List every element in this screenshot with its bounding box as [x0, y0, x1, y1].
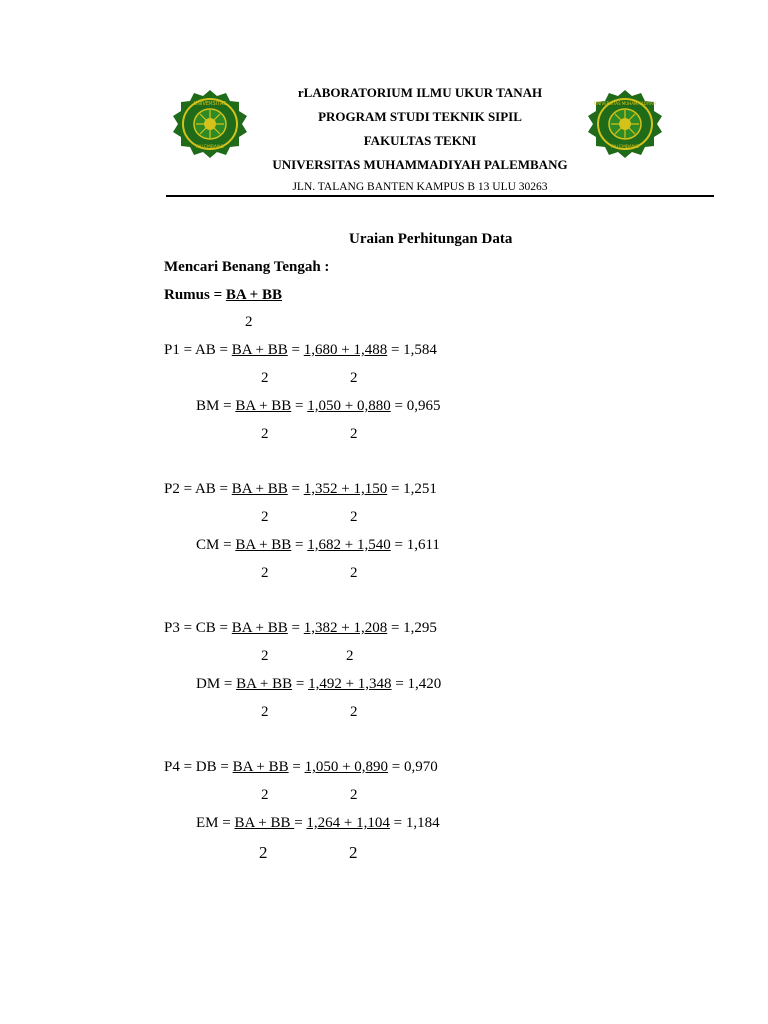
calc-row — [164, 342, 437, 359]
row-equals: = — [288, 759, 305, 775]
row-values: 1,680 + 1,488 — [303, 342, 388, 358]
row-denominator: 2 — [349, 843, 358, 862]
header-lab-name: rLABORATORIUM ILMU UKUR TANAH — [297, 85, 543, 100]
row-formula: BA + BB — [234, 815, 295, 831]
row-equals: = — [294, 815, 307, 831]
row-values: 1,050 + 0,890 — [304, 759, 389, 775]
row-equals: = — [287, 481, 304, 497]
row-label: P1 = AB = — [164, 342, 232, 358]
row-result: = 0,970 — [388, 759, 438, 775]
formula-prefix: Rumus = — [164, 287, 226, 303]
header-university: UNIVERSITAS MUHAMMADIYAH PALEMBANG — [272, 157, 568, 172]
row-equals: = — [287, 620, 304, 636]
row-formula: BA + BB — [236, 676, 293, 692]
row-label: P3 = CB = — [164, 620, 232, 636]
svg-text:PALEMBANG: PALEMBANG — [196, 145, 224, 150]
row-denominator: 2 — [261, 565, 269, 581]
row-result: = 0,965 — [390, 398, 441, 414]
row-denominator: 2 — [350, 370, 358, 386]
row-result: = 1,584 — [387, 342, 437, 358]
calc-row — [164, 481, 437, 498]
row-result: = 1,184 — [389, 815, 440, 831]
row-label: EM = — [196, 815, 235, 831]
row-denominator: 2 — [350, 426, 358, 442]
row-equals: = — [292, 676, 309, 692]
row-denominator: 2 — [350, 565, 358, 581]
row-formula: BA + BB — [235, 537, 292, 553]
row-equals: = — [291, 537, 308, 553]
row-denominator: 2 — [350, 704, 358, 720]
row-formula: BA + BB — [235, 398, 292, 414]
section-heading: Mencari Benang Tengah : — [164, 259, 330, 275]
row-denominator: 2 — [350, 787, 358, 803]
row-denominator: 2 — [261, 704, 269, 720]
row-denominator: 2 — [261, 648, 269, 664]
row-denominator: 2 — [261, 509, 269, 525]
row-formula: BA + BB — [232, 759, 289, 775]
row-label: CM = — [196, 537, 236, 553]
row-values: 1,264 + 1,104 — [306, 815, 390, 831]
row-formula: BA + BB — [231, 620, 288, 636]
svg-text:UNIVERSITAS: UNIVERSITAS — [193, 101, 227, 107]
formula-denominator: 2 — [245, 314, 253, 330]
row-values: 1,352 + 1,150 — [303, 481, 388, 497]
calc-row — [196, 676, 441, 693]
calc-row — [164, 620, 437, 637]
row-result: = 1,420 — [391, 676, 442, 692]
row-denominator: 2 — [350, 509, 358, 525]
svg-text:PALEMBANG: PALEMBANG — [611, 145, 639, 150]
row-values: 1,682 + 1,540 — [307, 537, 391, 553]
row-values: 1,050 + 0,880 — [307, 398, 391, 414]
row-formula: BA + BB — [231, 342, 288, 358]
row-label: P2 = AB = — [164, 481, 232, 497]
formula-line — [164, 287, 282, 304]
calc-row — [196, 537, 440, 554]
calc-row — [196, 398, 440, 415]
calc-row — [164, 759, 438, 776]
svg-text:UNIVERSITAS MUHAMMADIYAH: UNIVERSITAS MUHAMMADIYAH — [594, 101, 656, 106]
row-result: = 1,611 — [390, 537, 440, 553]
row-denominator: 2 — [261, 370, 269, 386]
row-values: 1,382 + 1,208 — [303, 620, 388, 636]
formula-numerator: BA + BB — [225, 287, 282, 303]
row-denominator: 2 — [261, 787, 269, 803]
row-result: = 1,251 — [387, 481, 437, 497]
page-title: Uraian Perhitungan Data — [349, 231, 513, 247]
header-faculty: FAKULTAS TEKNI — [363, 133, 477, 148]
header-program: PROGRAM STUDI TEKNIK SIPIL — [318, 109, 522, 124]
row-denominator: 2 — [346, 648, 354, 664]
header-divider — [166, 195, 714, 197]
row-values: 1,492 + 1,348 — [308, 676, 392, 692]
row-result: = 1,295 — [387, 620, 437, 636]
row-equals: = — [291, 398, 308, 414]
row-denominator: 2 — [259, 843, 268, 862]
row-label: P4 = DB = — [164, 759, 233, 775]
calc-row — [196, 815, 440, 832]
row-formula: BA + BB — [231, 481, 288, 497]
row-label: BM = — [196, 398, 236, 414]
row-equals: = — [287, 342, 304, 358]
header-address: JLN. TALANG BANTEN KAMPUS B 13 ULU 30263 — [292, 181, 548, 193]
row-label: DM = — [196, 676, 237, 692]
row-denominator: 2 — [261, 426, 269, 442]
